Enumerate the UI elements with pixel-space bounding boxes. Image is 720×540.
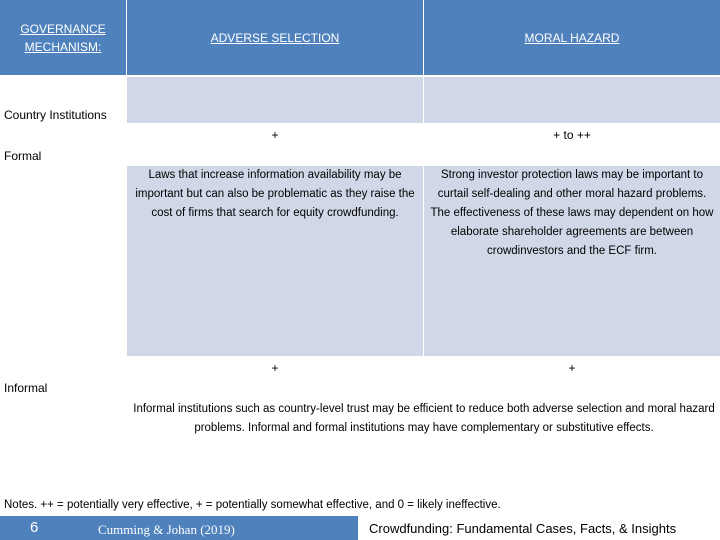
informal-text: Informal institutions such as country-level trust may be efficient to reduce both adverse selection and moral hazard problems. Informal and formal institutions may have complementary or substitutive effects. xyxy=(133,403,715,434)
notes: Notes. ++ = potentially very effective, + = potentially somewhat effective, and 0 = likely ineffective. xyxy=(4,499,501,511)
header-governance-mechanism xyxy=(0,0,126,75)
header-col3-text: MORAL HAZARD xyxy=(524,30,620,45)
cell-country-adverse xyxy=(127,77,423,123)
formal-moral-symbol: + to ++ xyxy=(553,128,591,142)
header-adverse-selection xyxy=(127,0,423,75)
informal-moral-symbol: + xyxy=(568,361,576,375)
label-informal: Informal xyxy=(4,381,48,395)
footer-book-title: Crowdfunding: Fundamental Cases, Facts, & Insights xyxy=(369,521,677,536)
formal-moral-text: Strong investor protection laws may be important to curtail self-dealing and other moral hazard problems. The effectiveness of these laws may dependent on how elaborate shareholder agreements are between crowdinvestors and the ECF firm. xyxy=(430,169,714,257)
page-number: 6 xyxy=(30,519,39,536)
informal-adverse-symbol: + xyxy=(271,361,279,375)
footer-author: Cumming & Johan (2019) xyxy=(98,522,235,537)
footer-title-box xyxy=(358,516,720,540)
header-col2-text: ADVERSE SELECTION xyxy=(210,30,340,45)
footer-bar xyxy=(0,516,720,540)
header-moral-hazard xyxy=(424,0,720,75)
label-country-institutions: Country Institutions xyxy=(4,108,107,122)
header-col1-text: GOVERNANCE MECHANISM: xyxy=(20,21,106,54)
formal-adverse-symbol: + xyxy=(271,128,279,142)
label-formal: Formal xyxy=(4,149,42,163)
formal-adverse-text: Laws that increase information availability may be important but can also be problematic as they raise the cost of firms that search for equity crowdfunding. xyxy=(135,169,415,219)
cell-country-moral xyxy=(424,77,720,123)
